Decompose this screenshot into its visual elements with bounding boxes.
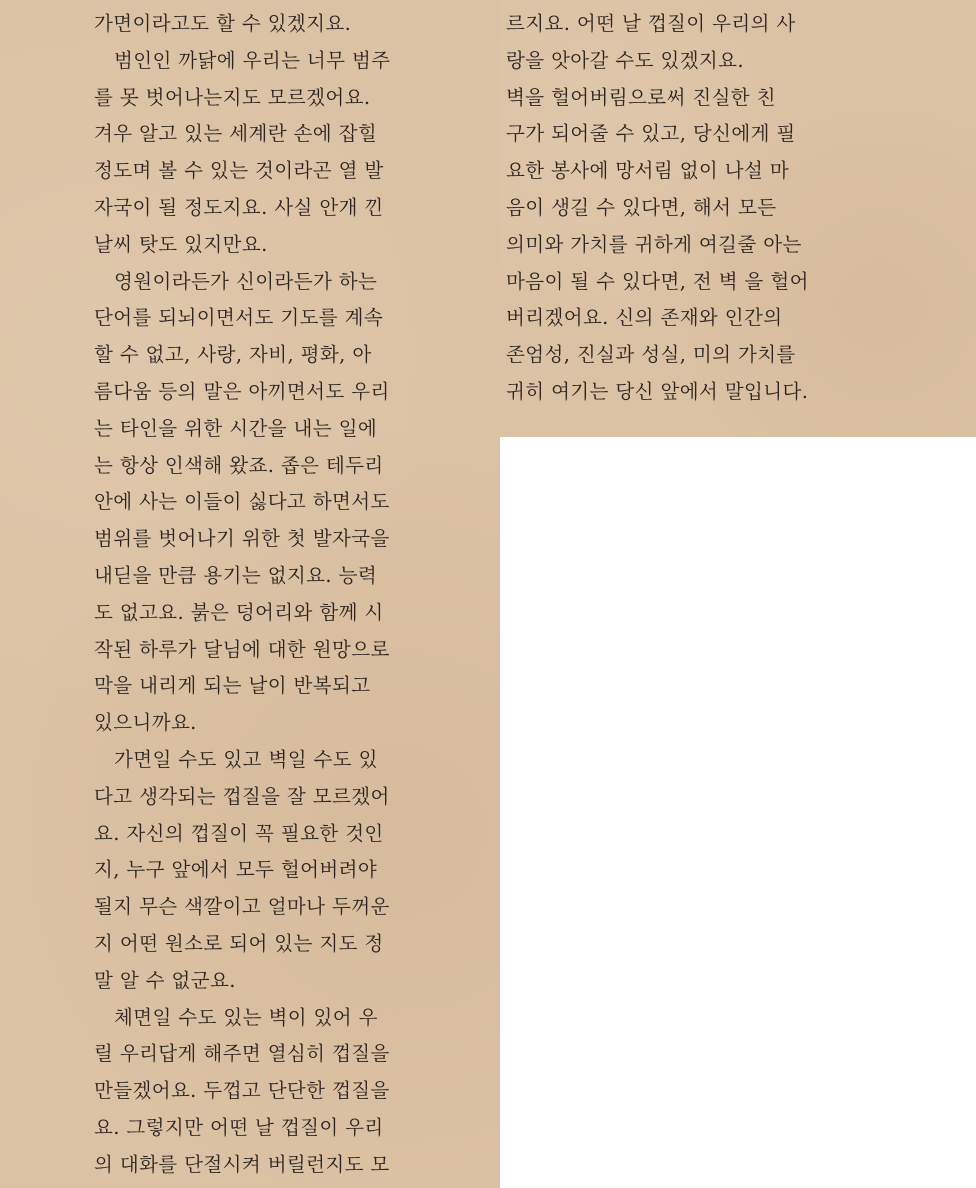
text-line: 름다움 등의 말은 아끼면서도 우리: [94, 379, 390, 403]
text-line: 요. 자신의 껍질이 꼭 필요한 것인: [94, 821, 384, 845]
text-line: 체면일 수도 있는 벽이 있어 우: [114, 1005, 378, 1029]
text-line: 단어를 되뇌이면서도 기도를 계속: [94, 306, 384, 330]
text-line: 범위를 벗어나기 위한 첫 발자국을: [94, 527, 390, 551]
text-line: 의 대화를 단절시켜 버릴런지도 모: [94, 1152, 390, 1176]
text-line: 도 없고요. 붉은 덩어리와 함께 시: [94, 600, 384, 624]
text-line: 범인인 까닭에 우리는 너무 범주: [114, 48, 391, 72]
text-line: 벽을 헐어버림으로써 진실한 친: [506, 85, 776, 109]
text-line: 지 어떤 원소로 되어 있는 지도 정: [94, 931, 384, 955]
text-line: 말 알 수 없군요.: [94, 968, 236, 992]
text-line: 만들겠어요. 두껍고 단단한 껍질을: [94, 1079, 390, 1103]
text-line: 내딛을 만큼 용기는 없지요. 능력: [94, 563, 378, 587]
text-line: 의미와 가치를 귀하게 여길줄 아는: [506, 232, 802, 256]
text-line: 될지 무슨 색깔이고 얼마나 두꺼운: [94, 895, 390, 919]
text-line: 마음이 될 수 있다면, 전 벽 을 헐어: [506, 269, 809, 293]
text-line: 존엄성, 진실과 성실, 미의 가치를: [506, 343, 796, 367]
text-line: 구가 되어줄 수 있고, 당신에게 필: [506, 122, 796, 146]
text-line: 정도며 볼 수 있는 것이라곤 열 발: [94, 159, 384, 183]
text-line: 지, 누구 앞에서 모두 헐어버려야: [94, 858, 378, 882]
text-line: 는 항상 인색해 왔죠. 좁은 테두리: [94, 453, 384, 477]
text-line: 가면이라고도 할 수 있겠지요.: [94, 12, 352, 35]
text-line: 릴 우리답게 해주면 열심히 껍질을: [94, 1042, 390, 1066]
text-line: 다고 생각되는 껍질을 잘 모르겠어: [94, 784, 390, 808]
text-line: 겨우 알고 있는 세계란 손에 잡힐: [94, 122, 378, 146]
text-line: 음이 생길 수 있다면, 해서 모든: [506, 195, 777, 219]
text-line: 요. 그렇지만 어떤 날 껍질이 우리: [94, 1115, 384, 1139]
text-line: 랑을 앗아갈 수도 있겠지요.: [506, 48, 745, 72]
text-line: 작된 하루가 달님에 대한 원망으로: [94, 637, 390, 661]
text-line: 귀히 여기는 당신 앞에서 말입니다.: [506, 379, 809, 403]
text-line: 있으니까요.: [94, 711, 197, 735]
right-text-column: [500, 0, 976, 437]
text-line: 할 수 없고, 사랑, 자비, 평화, 아: [94, 343, 372, 367]
text-line: 막을 내리게 되는 날이 반복되고: [94, 674, 371, 698]
text-line: 르지요. 어떤 날 껍질이 우리의 사: [506, 12, 796, 35]
text-line: 를 못 벗어나는지도 모르겠어요.: [94, 85, 371, 109]
text-line: 영원이라든가 신이라든가 하는: [114, 269, 378, 293]
text-line: 자국이 될 정도지요. 사실 안개 낀: [94, 195, 384, 219]
text-line: 요한 봉사에 망서림 없이 나설 마: [506, 159, 790, 183]
text-line: 안에 사는 이들이 싫다고 하면서도: [94, 490, 390, 514]
text-line: 버리겠어요. 신의 존재와 인간의: [506, 306, 783, 330]
text-line: 가면일 수도 있고 벽일 수도 있: [114, 747, 378, 771]
text-line: 날씨 탓도 있지만요.: [94, 232, 268, 256]
text-line: 는 타인을 위한 시간을 내는 일에: [94, 416, 378, 440]
